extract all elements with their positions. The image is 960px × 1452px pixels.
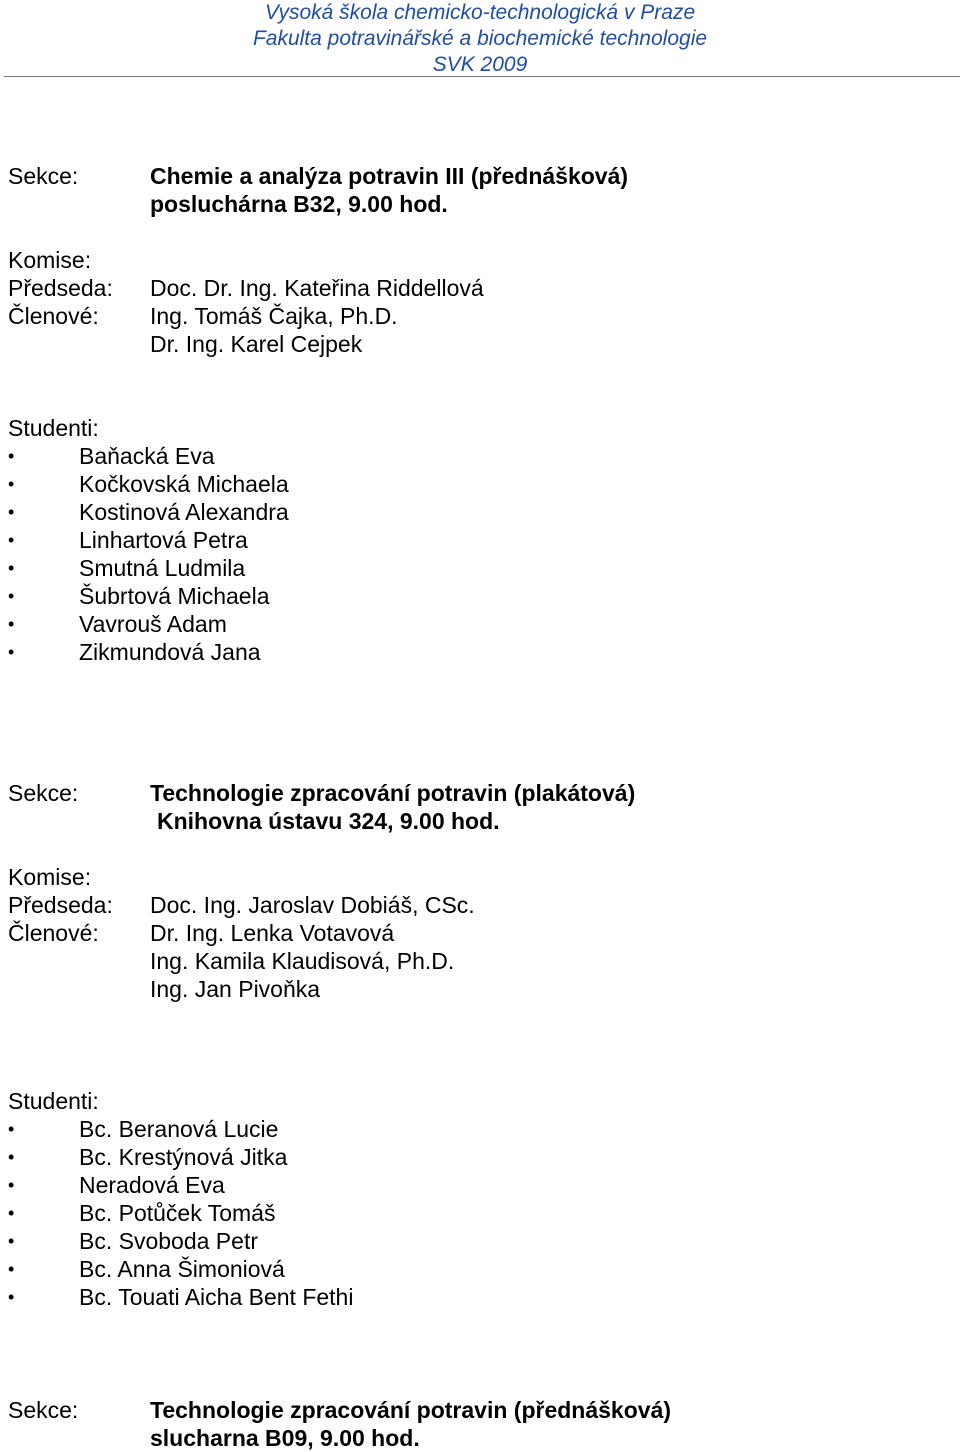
bullet-icon xyxy=(8,1255,16,1263)
event-name: SVK 2009 xyxy=(432,53,528,76)
list-item: Neradová Eva xyxy=(79,1172,225,1198)
list-item: Bc. Anna Šimoniová xyxy=(79,1256,285,1282)
bullet-icon xyxy=(8,1283,16,1291)
bullet-icon xyxy=(8,610,16,618)
bullet-icon xyxy=(8,1115,16,1123)
list-item: Baňacká Eva xyxy=(79,443,215,469)
faculty-name: Fakulta potravinářské a biochemické technologie xyxy=(252,27,708,50)
section-2-predseda: Doc. Ing. Jaroslav Dobiáš, CSc. xyxy=(150,892,475,918)
section-2-clen: Ing. Jan Pivoňka xyxy=(150,976,321,1002)
header-divider xyxy=(4,76,960,77)
section-2-title: Technologie zpracování potravin (plakátová) xyxy=(150,780,636,806)
section-2-komise-label: Komise: xyxy=(8,864,92,890)
list-item: Bc. Potůček Tomáš xyxy=(79,1200,276,1226)
list-item: Bc. Touati Aicha Bent Fethi xyxy=(79,1284,354,1310)
section-1-studenti-label: Studenti: xyxy=(8,415,99,441)
bullet-icon xyxy=(8,526,16,534)
list-item: Vavrouš Adam xyxy=(79,611,227,637)
section-2-clen: Dr. Ing. Lenka Votavová xyxy=(150,920,395,946)
section-1-sekce-label: Sekce: xyxy=(8,163,79,189)
bullet-icon xyxy=(8,1227,16,1235)
list-item: Kostinová Alexandra xyxy=(79,499,289,525)
section-3-room: slucharna B09, 9.00 hod. xyxy=(150,1425,420,1451)
section-2-studenti-label: Studenti: xyxy=(8,1088,99,1114)
list-item: Linhartová Petra xyxy=(79,527,248,553)
school-name: Vysoká škola chemicko-technologická v Praze xyxy=(264,1,696,24)
section-2-predseda-label: Předseda: xyxy=(8,892,113,918)
section-3-sekce-label: Sekce: xyxy=(8,1397,79,1423)
bullet-icon xyxy=(8,470,16,478)
bullet-icon xyxy=(8,1199,16,1207)
list-item: Bc. Svoboda Petr xyxy=(79,1228,258,1254)
section-1-room: posluchárna B32, 9.00 hod. xyxy=(150,191,448,217)
section-1-title: Chemie a analýza potravin III (přednášková) xyxy=(150,163,629,189)
document-header xyxy=(0,0,960,78)
section-2-sekce-label: Sekce: xyxy=(8,780,79,806)
section-1-clen: Dr. Ing. Karel Cejpek xyxy=(150,331,363,357)
section-1-predseda: Doc. Dr. Ing. Kateřina Riddellová xyxy=(150,275,484,301)
list-item: Bc. Krestýnová Jitka xyxy=(79,1144,288,1170)
bullet-icon xyxy=(8,442,16,450)
section-2-clenove-label: Členové: xyxy=(8,920,99,946)
section-1-clenove-label: Členové: xyxy=(8,303,99,329)
list-item: Bc. Beranová Lucie xyxy=(79,1116,279,1142)
list-item: Zikmundová Jana xyxy=(79,639,261,665)
bullet-icon xyxy=(8,1143,16,1151)
bullet-icon xyxy=(8,1171,16,1179)
section-1-predseda-label: Předseda: xyxy=(8,275,113,301)
list-item: Smutná Ludmila xyxy=(79,555,246,581)
bullet-icon xyxy=(8,582,16,590)
section-2-room: Knihovna ústavu 324, 9.00 hod. xyxy=(157,808,500,834)
list-item: Kočkovská Michaela xyxy=(79,471,289,497)
list-item: Šubrtová Michaela xyxy=(79,583,270,609)
section-3-title: Technologie zpracování potravin (přednášková) xyxy=(150,1397,672,1423)
bullet-icon xyxy=(8,638,16,646)
bullet-icon xyxy=(8,554,16,562)
section-1-komise-label: Komise: xyxy=(8,247,92,273)
section-1-clen: Ing. Tomáš Čajka, Ph.D. xyxy=(150,303,398,329)
section-2-clen: Ing. Kamila Klaudisová, Ph.D. xyxy=(150,948,455,974)
bullet-icon xyxy=(8,498,16,506)
